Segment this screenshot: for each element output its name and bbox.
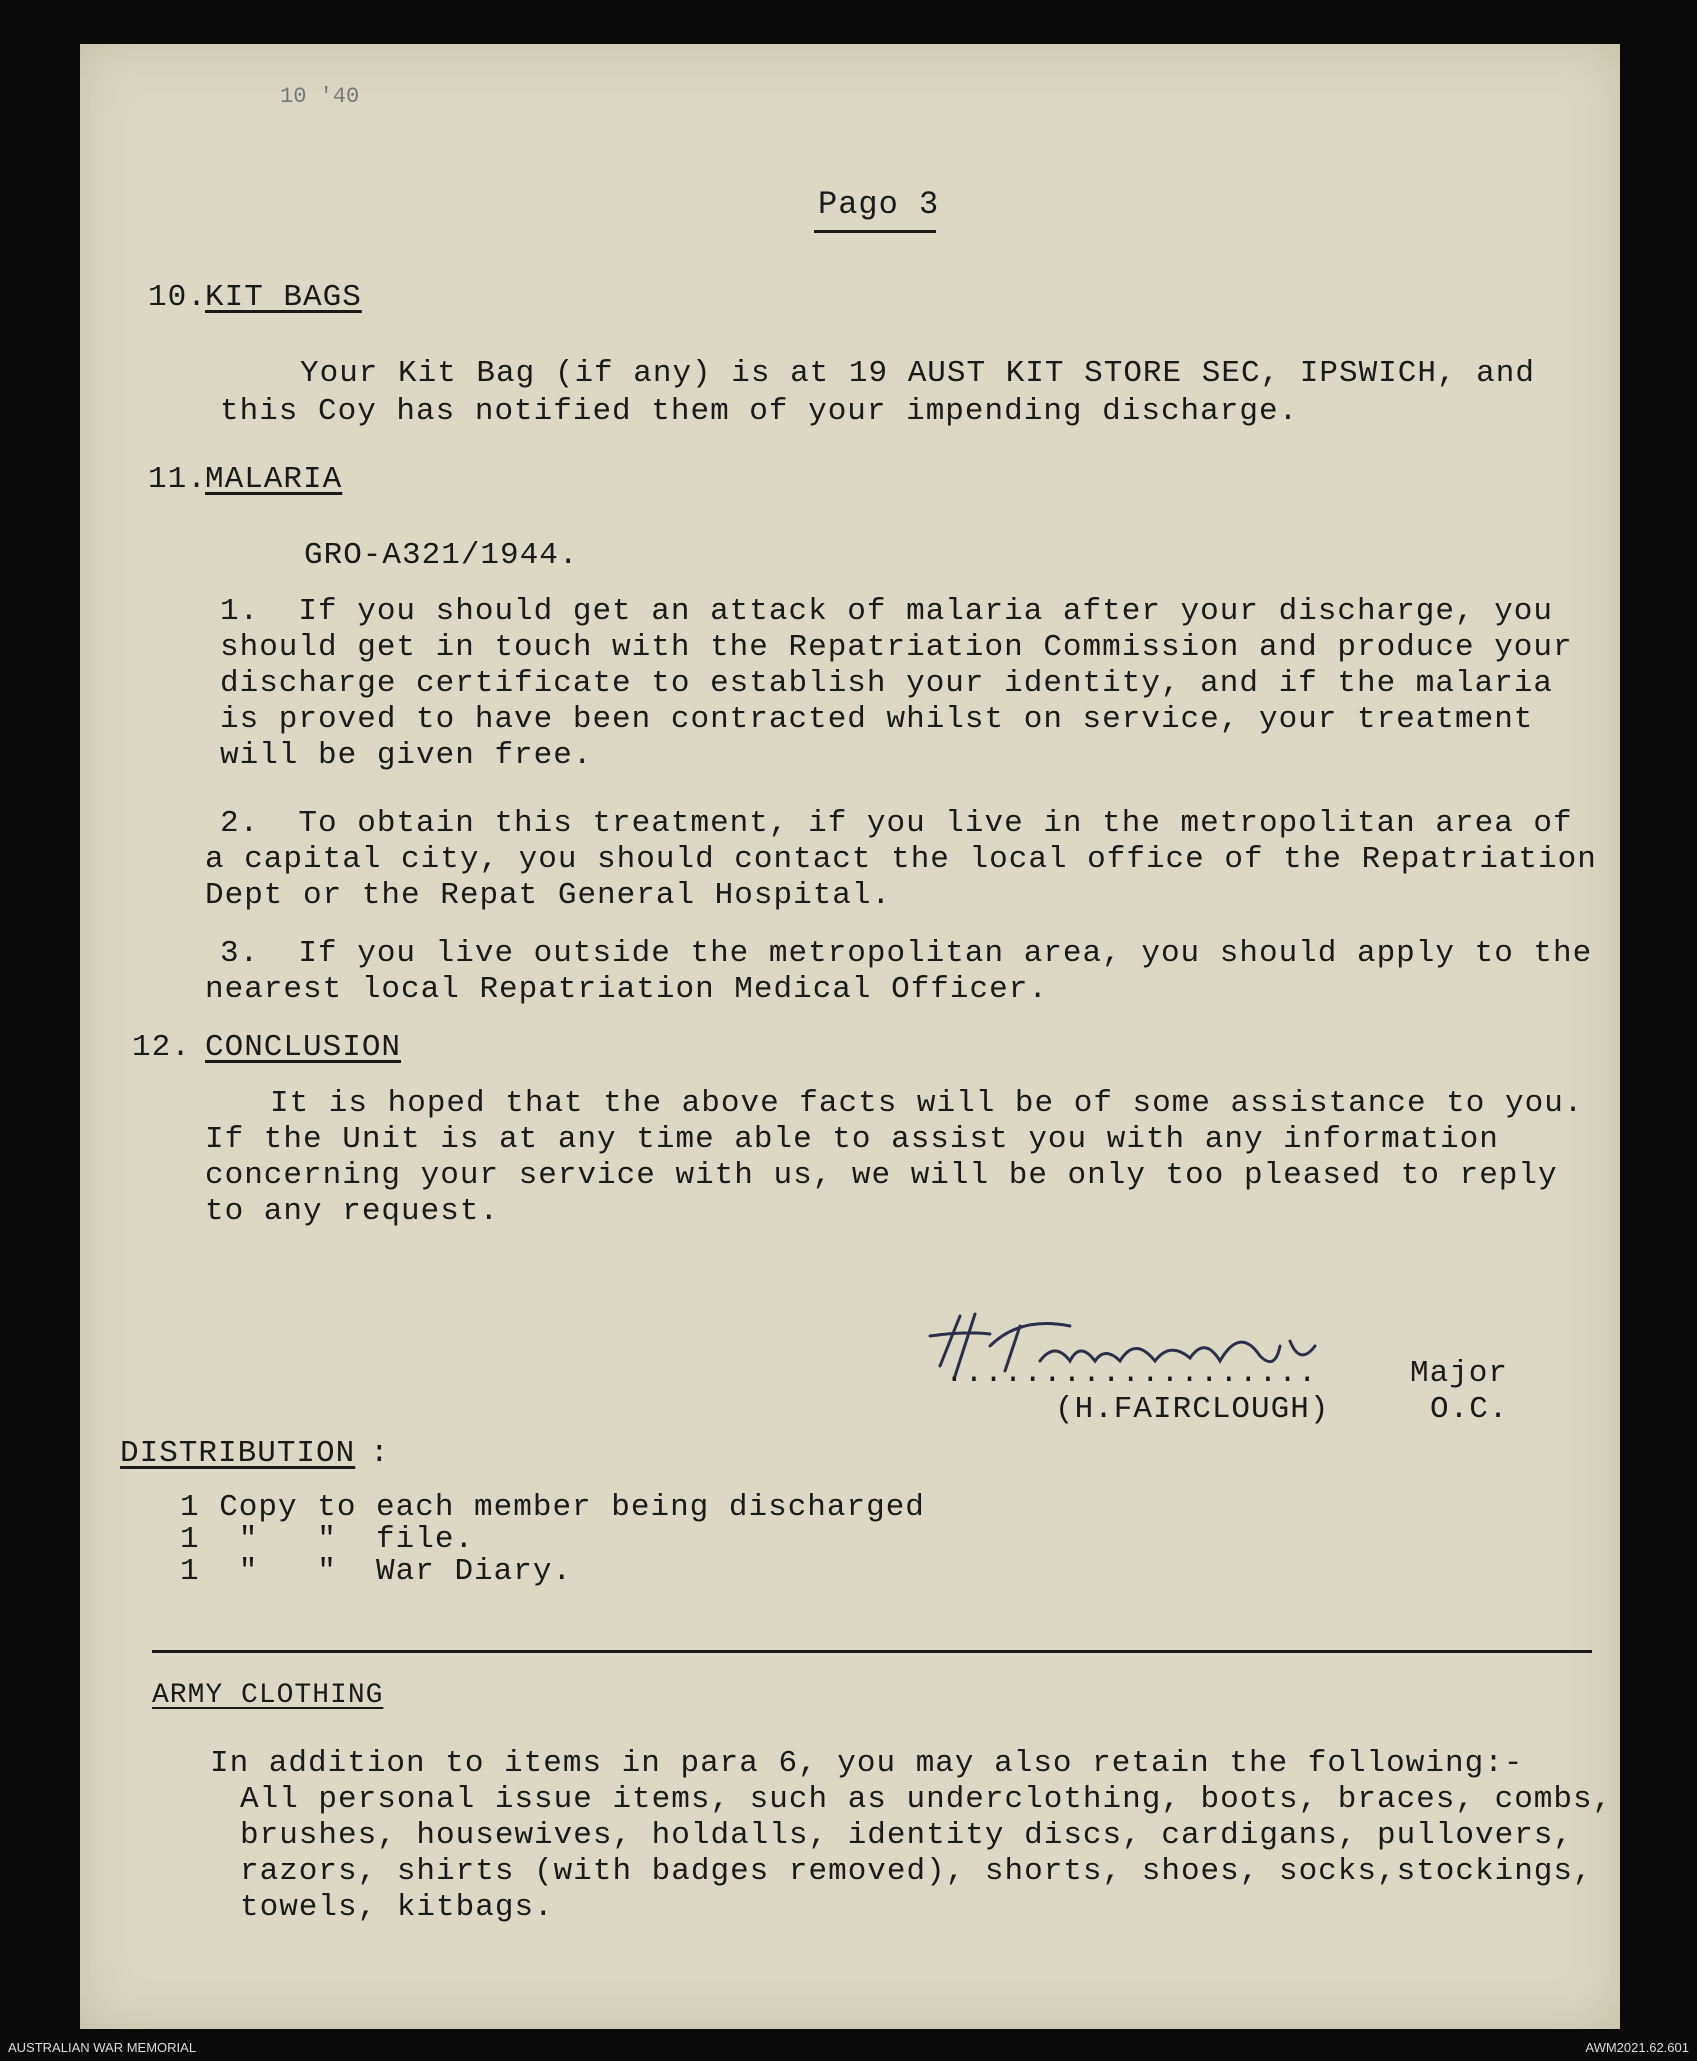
malaria-para-1-line-2: should get in touch with the Repatriation Commission and produce your: [220, 630, 1573, 665]
distribution-row-2: 1 " " file.: [180, 1522, 475, 1557]
section-12-heading: CONCLUSION: [205, 1030, 402, 1065]
malaria-para-3-line-1: 3. If you live outside the metropolitan area, you should apply to the: [220, 936, 1593, 971]
section-10-heading: KIT BAGS: [205, 280, 362, 315]
signatory-role: O.C.: [1430, 1392, 1509, 1427]
distribution-heading: DISTRIBUTION: [120, 1436, 356, 1471]
horizontal-rule: [152, 1650, 1592, 1653]
malaria-para-1-line-5: will be given free.: [220, 738, 593, 773]
army-clothing-line-1: In addition to items in para 6, you may also retain the following:-: [210, 1746, 1524, 1781]
page-title: Pago 3: [818, 186, 940, 223]
army-clothing-line-3: brushes, housewives, holdalls, identity discs, cardigans, pullovers,: [240, 1818, 1574, 1853]
page-title-underline: [814, 230, 936, 233]
army-clothing-line-2: All personal issue items, such as underclothing, boots, braces, combs,: [240, 1782, 1613, 1817]
distribution-row-3: 1 " " War Diary.: [180, 1554, 573, 1589]
conclusion-line-3: concerning your service with us, we will be only too pleased to reply: [205, 1158, 1558, 1193]
archive-credit: AUSTRALIAN WAR MEMORIAL: [8, 2040, 197, 2055]
malaria-para-1-line-3: discharge certificate to establish your identity, and if the malaria: [220, 666, 1554, 701]
malaria-para-1-line-1: 1. If you should get an attack of malaria after your discharge, you: [220, 594, 1554, 629]
section-10-number: 10.: [148, 280, 207, 315]
signatory-name: (H.FAIRCLOUGH): [1055, 1392, 1330, 1427]
document-page: [80, 44, 1620, 2029]
section-11-reference: GRO-A321/1944.: [304, 538, 579, 573]
malaria-para-3-line-2: nearest local Repatriation Medical Officer.: [205, 972, 1048, 1007]
army-clothing-line-5: towels, kitbags.: [240, 1890, 554, 1925]
malaria-para-2-line-2: a capital city, you should contact the local office of the Repatriation: [205, 842, 1597, 877]
distribution-row-1: 1 Copy to each member being discharged: [180, 1490, 925, 1525]
conclusion-line-2: If the Unit is at any time able to assist you with any information: [205, 1122, 1499, 1157]
section-11-number: 11.: [148, 462, 207, 497]
malaria-para-2-line-1: 2. To obtain this treatment, if you live in the metropolitan area of: [220, 806, 1573, 841]
section-12-number: 12.: [132, 1030, 191, 1065]
conclusion-line-1: It is hoped that the above facts will be of some assistance to you.: [270, 1086, 1584, 1121]
malaria-para-1-line-4: is proved to have been contracted whilst on service, your treatment: [220, 702, 1534, 737]
archive-reference-id: AWM2021.62.601: [1585, 2040, 1689, 2055]
signatory-rank: Major: [1410, 1356, 1509, 1391]
section-10-line-1: Your Kit Bag (if any) is at 19 AUST KIT STORE SEC, IPSWICH, and: [300, 356, 1535, 391]
army-clothing-line-4: razors, shirts (with badges removed), shorts, shoes, socks,stockings,: [240, 1854, 1593, 1889]
conclusion-line-4: to any request.: [205, 1194, 500, 1229]
archive-pencil-mark: 10 '40: [280, 84, 360, 109]
army-clothing-heading: ARMY CLOTHING: [152, 1680, 384, 1711]
section-10-line-2: this Coy has notified them of your impending discharge.: [220, 394, 1299, 429]
malaria-para-2-line-3: Dept or the Repat General Hospital.: [205, 878, 892, 913]
distribution-colon: :: [370, 1436, 390, 1471]
section-11-heading: MALARIA: [205, 462, 343, 497]
signature-dotted-line: ...................: [945, 1356, 1318, 1391]
